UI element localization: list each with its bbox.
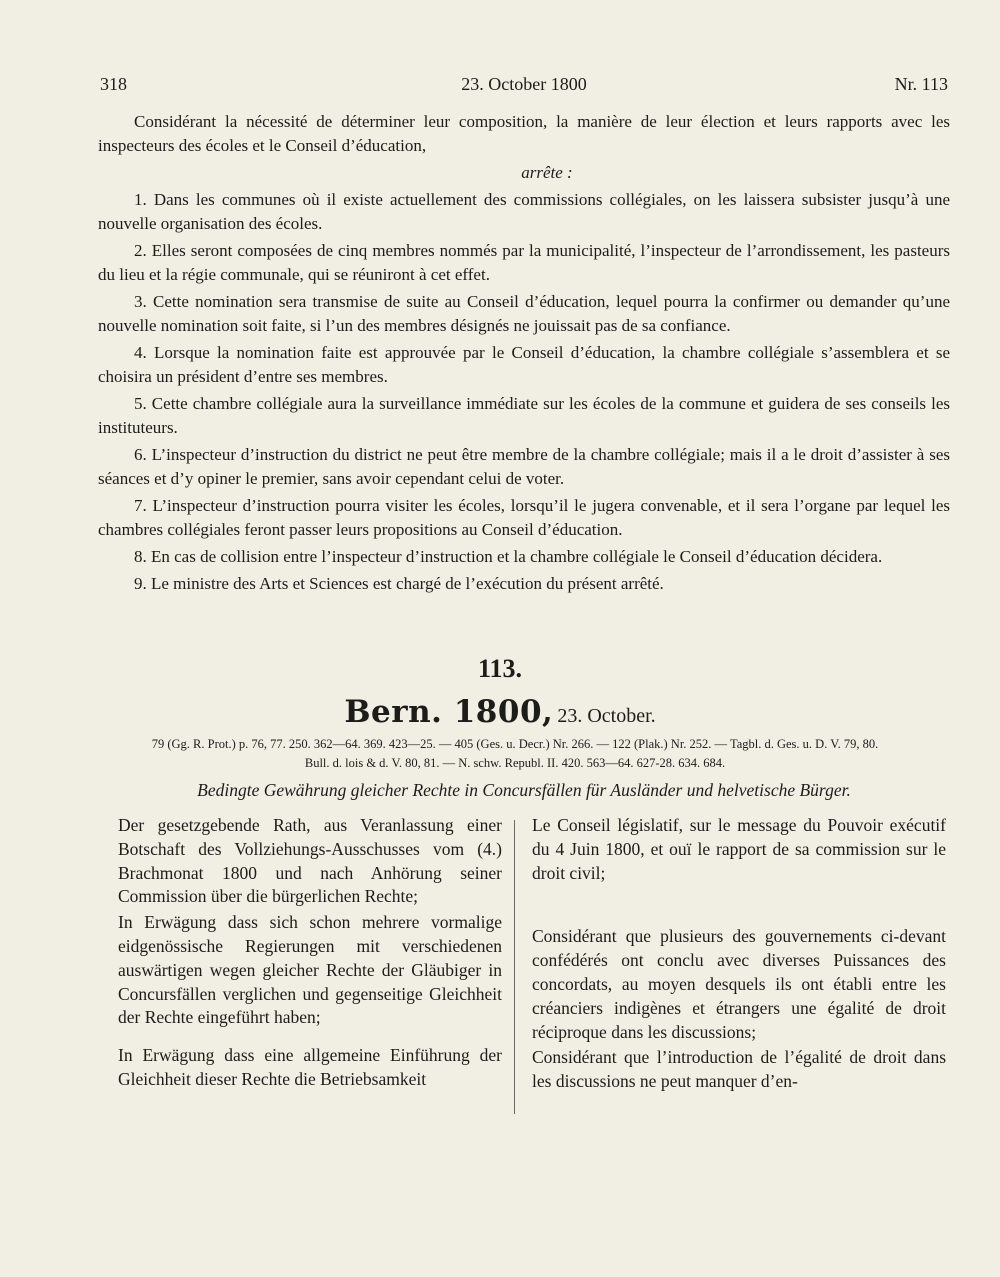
german-column	[118, 814, 502, 1092]
article-8: 8. En cas de collision entre l’inspecteur d’instruction et la chambre collégiale le Conseil d’éducation décidera.	[134, 547, 883, 566]
french-decree	[98, 110, 950, 599]
document-place-date	[0, 694, 1000, 730]
document-place: Bern. 1800,	[344, 694, 554, 730]
article-4: 4. Lorsque la nomination faite est approuvée par le Conseil d’éducation, la chambre collégiale s’assemblera et se choisira un président d’entre ses membres.	[98, 343, 950, 386]
header-date: 23. October 1800	[461, 74, 587, 94]
column-divider	[514, 820, 515, 1114]
arrete-label: arrête :	[521, 163, 573, 182]
french-paragraph-2: Considérant que plusieurs des gouvernements ci-devant confédérés ont conclu avec diverses Puissances des concordats, au moyen desquels ils ont établi entre les créanciers indigènes et étrangers une égalité de droit réciproque dans les discussions;	[532, 926, 946, 1042]
german-paragraph-3: In Erwägung dass eine allgemeine Einführung der Gleichheit dieser Rechte die Betriebsamkeit	[118, 1045, 502, 1089]
german-paragraph-1: Der gesetzgebende Rath, aus Veranlassung einer Botschaft des Vollziehungs-Ausschusses vom (4.) Brachmonat 1800 und nach Anhörung seiner Commission über die bürgerlichen Rechte;	[118, 815, 502, 907]
french-paragraph-3: Considérant que l’introduction de l’égalité de droit dans les discussions ne peut manquer d’en-	[532, 1047, 946, 1092]
page-header	[100, 74, 948, 100]
article-6: 6. L’inspecteur d’instruction du district ne peut être membre de la chambre collégiale; mais il a le droit d’assister à ses séances et d’y opiner le premier, sans avoir cependant celui de voter.	[98, 445, 950, 488]
article-2: 2. Elles seront composées de cinq membres nommés par la municipalité, l’inspecteur de l’arrondissement, les pasteurs du lieu et la régie communale, qui se réuniront à cet effet.	[98, 241, 950, 284]
document-day: 23. October.	[557, 705, 656, 727]
header-doc-number: Nr. 113	[894, 74, 948, 94]
page-number: 318	[100, 74, 127, 94]
references-line-1: 79 (Gg. R. Prot.) p. 76, 77. 250. 362—64. 369. 423—25. — 405 (Ges. u. Decr.) Nr. 266. — 122 (Plak.) Nr. 252. — Tagbl. d. Ges. u. D. V. 79, 80.	[151, 737, 879, 751]
french-paragraph-1: Le Conseil législatif, sur le message du Pouvoir exécutif du 4 Juin 1800, et ouï le rapport de sa commission sur le droit civil;	[532, 815, 946, 883]
article-7: 7. L’inspecteur d’instruction pourra visiter les écoles, lorsqu’il le jugera convenable, et il sera l’organe par lequel les chambres collégiales feront passer leurs propositions au Conseil d’éducation.	[98, 496, 950, 539]
article-1: 1. Dans les communes où il existe actuellement des commissions collégiales, on les laissera subsister jusqu’à une nouvelle organisation des écoles.	[98, 190, 950, 233]
article-3: 3. Cette nomination sera transmise de suite au Conseil d’éducation, lequel pourra la confirmer ou demander qu’une nouvelle nomination soit faite, si l’un des membres désignés ne jouissait pas de sa confiance.	[98, 292, 950, 335]
french-column	[532, 814, 946, 1094]
document-number: 113.	[477, 654, 523, 683]
source-references	[100, 735, 930, 773]
article-9: 9. Le ministre des Arts et Sciences est chargé de l’exécution du présent arrêté.	[134, 574, 664, 593]
document-subtitle: Bedingte Gewährung gleicher Rechte in Concursfällen für Ausländer und helvetische Bürger.	[197, 780, 851, 800]
article-5: 5. Cette chambre collégiale aura la surveillance immédiate sur les écoles de la commune et guidera de ses conseils les instituteurs.	[98, 394, 950, 437]
considerant-paragraph: Considérant la nécessité de déterminer leur composition, la manière de leur élection et leurs rapports avec les inspecteurs des écoles et le Conseil d’éducation,	[98, 112, 950, 155]
references-line-2: Bull. d. lois & d. V. 80, 81. — N. schw. Republ. II. 420. 563—64. 627-28. 634. 684.	[304, 756, 726, 770]
german-paragraph-2: In Erwägung dass sich schon mehrere vormalige eidgenössische Regierungen mit verschiedenen auswärtigen wegen gleicher Rechte der Gläubiger in Concursfällen verglichen und gegenseitige Gleichheit der Rechte eingeführt haben;	[118, 912, 502, 1028]
